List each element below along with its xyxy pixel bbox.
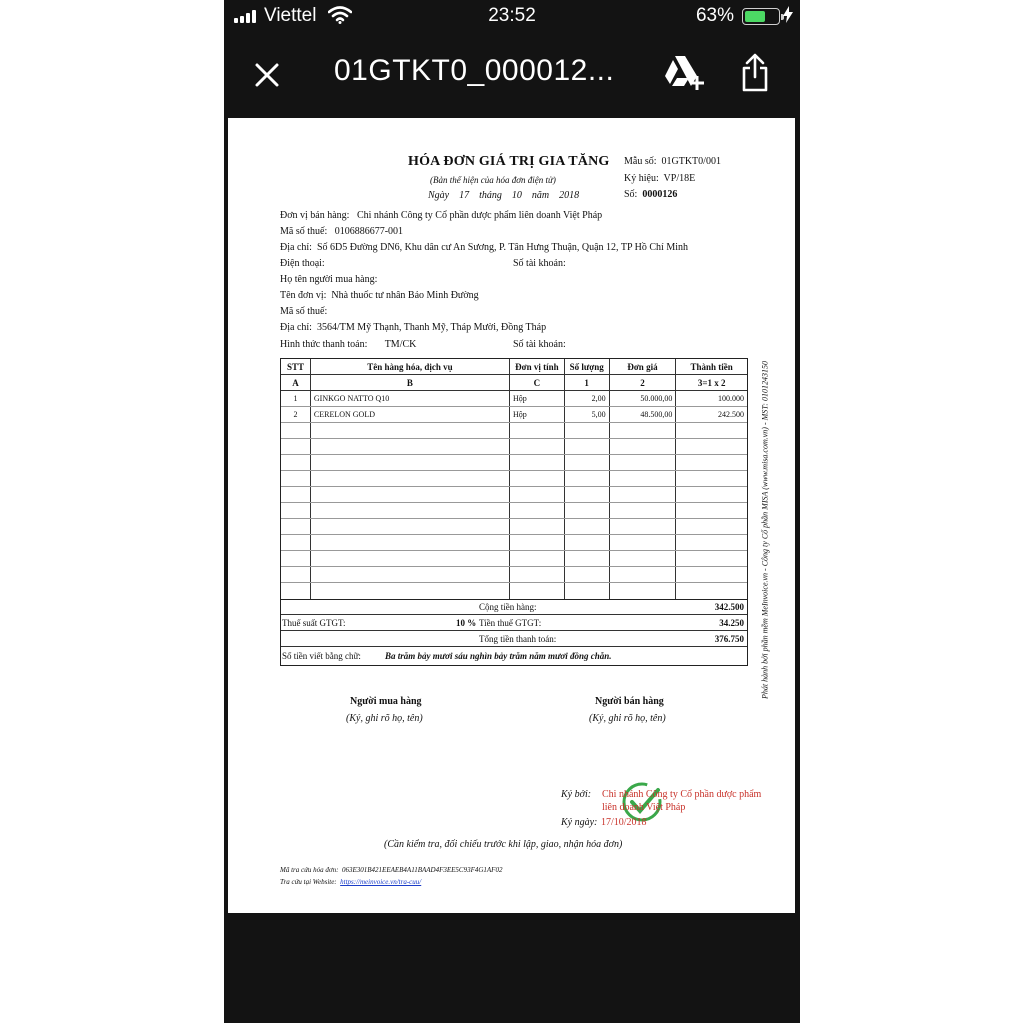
invoice-number	[624, 189, 677, 200]
table-empty-row	[281, 423, 747, 439]
lookup-code	[280, 866, 502, 874]
lookup-website-link[interactable]: https://meinvoice.vn/tra-cuu/	[340, 878, 422, 886]
buyer-tax-label: Mã số thuế:	[280, 306, 328, 317]
payment-method-label: Hình thức thanh toán:	[280, 339, 368, 350]
signed-by-label: Ký bởi:	[561, 789, 592, 800]
table-code-cell: 2	[610, 375, 677, 390]
form-number-value: 01GTKT0/001	[661, 156, 721, 167]
amount-in-words-label: Số tiền viết bằng chữ:	[282, 651, 361, 661]
table-cell	[510, 583, 565, 599]
table-cell	[510, 455, 565, 470]
table-cell	[281, 535, 311, 550]
buyer-account-label: Số tài khoản:	[513, 339, 566, 350]
table-cell	[676, 487, 747, 502]
table-empty-row	[281, 551, 747, 567]
table-cell	[610, 455, 677, 470]
table-cell	[610, 471, 677, 486]
table-header-cell: Thành tiền	[690, 361, 733, 372]
table-header-cell: Đơn vị tính	[510, 359, 565, 374]
date-day: 17	[459, 190, 470, 201]
table-cell	[676, 455, 747, 470]
table-cell	[565, 519, 610, 534]
table-cell	[281, 471, 311, 486]
table-cell	[565, 471, 610, 486]
invoice-subtitle: (Bản thể hiện của hóa đơn điện tử)	[430, 175, 556, 185]
table-cell	[565, 423, 610, 438]
table-cell	[281, 551, 311, 566]
table-cell: GINKGO NATTO Q10	[311, 391, 510, 406]
table-cell	[610, 551, 677, 566]
table-cell	[311, 487, 510, 502]
carrier-name: Viettel	[264, 5, 317, 26]
table-row	[281, 407, 747, 423]
table-cell	[311, 519, 510, 534]
table-empty-row	[281, 567, 747, 583]
buyer-unit-label: Tên đơn vị:	[280, 290, 327, 301]
table-cell	[510, 567, 565, 582]
table-empty-row	[281, 455, 747, 471]
date-year: 2018	[559, 190, 580, 201]
table-cell	[281, 503, 311, 518]
vat-rate-value: 10 %	[456, 617, 477, 628]
table-cell	[676, 551, 747, 566]
lookup-website	[280, 878, 421, 886]
table-cell	[281, 519, 311, 534]
table-cell	[311, 423, 510, 438]
close-icon[interactable]	[250, 58, 284, 92]
document-title: 01GTKT0_000012...	[334, 54, 615, 87]
document-nav-bar	[224, 34, 800, 114]
table-cell	[676, 519, 747, 534]
table-empty-row	[281, 439, 747, 455]
table-cell	[281, 439, 311, 454]
buyer-address-label: Địa chỉ:	[280, 322, 312, 333]
table-cell	[281, 423, 311, 438]
seller-signature-title: Người bán hàng	[595, 696, 664, 707]
table-cell: 48.500,00	[610, 407, 677, 422]
signed-date-value: 17/10/2018	[601, 817, 647, 828]
signed-by-line-2: liên doanh Việt Pháp	[602, 802, 686, 813]
table-cell	[676, 583, 747, 599]
lookup-code-value: 063E301B421EEAEB4A11BAAD4F3EE5C93F4G1AF02	[342, 866, 503, 874]
table-cell	[610, 487, 677, 502]
table-cell	[610, 535, 677, 550]
google-drive-add-icon[interactable]	[664, 54, 704, 92]
table-header-row	[281, 359, 747, 375]
table-cell	[565, 535, 610, 550]
table-cell	[510, 471, 565, 486]
table-cell	[311, 439, 510, 454]
vat-amount-label: Tiền thuế GTGT:	[479, 617, 542, 628]
table-cell	[565, 503, 610, 518]
table-cell	[311, 503, 510, 518]
table-cell	[676, 503, 747, 518]
serial-symbol	[624, 173, 695, 184]
invoice-page	[228, 118, 795, 913]
invoice-number-value: 0000126	[642, 189, 678, 200]
table-code-cell: 3=1 x 2	[697, 377, 726, 388]
signed-date-label: Ký ngày:	[561, 817, 598, 828]
buyer-unit	[280, 290, 479, 301]
charging-bolt-icon	[783, 6, 793, 23]
table-cell: 2,00	[565, 391, 610, 406]
table-code-cell: B	[311, 375, 510, 390]
lookup-website-label: Tra cứu tại Website:	[280, 878, 337, 886]
table-cell	[311, 471, 510, 486]
battery-percentage: 63%	[695, 5, 734, 26]
table-cell	[610, 423, 677, 438]
table-cell	[510, 423, 565, 438]
table-cell	[510, 487, 565, 502]
table-cell: 1	[281, 391, 311, 406]
date-year-label: năm	[531, 190, 550, 201]
table-header-cell: Đơn giá	[610, 359, 677, 374]
table-code-cell: A	[281, 375, 311, 390]
table-code-cell: 1	[565, 375, 610, 390]
table-empty-row	[281, 503, 747, 519]
table-cell: Hộp	[510, 391, 565, 406]
table-cell	[510, 535, 565, 550]
seller-account-label: Số tài khoản:	[513, 258, 566, 269]
seller-phone-label: Điện thoại:	[280, 258, 325, 269]
table-cell	[565, 551, 610, 566]
seller-address-value: Số 6D5 Đường DN6, Khu dân cư An Sương, P. Tân Hưng Thuận, Quận 12, TP Hồ Chí Minh	[316, 242, 688, 253]
subtotal-value: 342.500	[714, 602, 744, 612]
table-cell	[311, 583, 510, 599]
table-empty-row	[281, 583, 747, 599]
subtotal-label: Cộng tiền hàng:	[479, 602, 537, 612]
lookup-code-label: Mã tra cứu hóa đơn:	[280, 866, 339, 874]
software-issuer-text: Phát hành bởi phần mềm MeInvoice.vn - Công ty Cổ phần MISA (www.misa.com.vn) - MST: 0101243150	[760, 361, 770, 699]
table-cell	[510, 439, 565, 454]
status-bar	[224, 0, 800, 34]
table-cell	[311, 455, 510, 470]
seller-tax-code	[280, 226, 403, 237]
invoice-date	[428, 190, 579, 201]
seller-tax-label: Mã số thuế:	[280, 226, 328, 237]
date-month: 10	[511, 190, 522, 201]
table-empty-row	[281, 471, 747, 487]
total-label: Tổng tiền thanh toán:	[479, 633, 557, 644]
table-header-cell: STT	[281, 359, 311, 374]
buyer-address	[280, 322, 546, 333]
table-cell	[676, 439, 747, 454]
table-cell	[676, 471, 747, 486]
table-cell: CERELON GOLD	[311, 407, 510, 422]
seller-tax-value: 0106886677-001	[334, 226, 404, 237]
buyer-signature-hint: (Ký, ghi rõ họ, tên)	[346, 713, 423, 724]
vat-rate-label: Thuế suất GTGT:	[282, 617, 346, 628]
table-cell: 50.000,00	[610, 391, 677, 406]
table-cell	[281, 567, 311, 582]
payment-method	[280, 339, 416, 350]
invoice-title: HÓA ĐƠN GIÁ TRỊ GIA TĂNG	[408, 154, 610, 169]
seller-name	[280, 210, 602, 221]
table-body	[281, 391, 747, 599]
payment-method-value: TM/CK	[384, 339, 417, 350]
total-value: 376.750	[714, 633, 744, 644]
table-header-cell: Số lượng	[565, 359, 610, 374]
table-cell	[311, 551, 510, 566]
table-code-cell: C	[510, 375, 565, 390]
buyer-unit-value: Nhà thuốc tư nhân Bảo Minh Đường	[331, 290, 479, 301]
vat-row	[281, 615, 747, 631]
buyer-signature-title: Người mua hàng	[350, 696, 422, 707]
status-time: 23:52	[488, 5, 536, 26]
seller-signature-hint: (Ký, ghi rõ họ, tên)	[589, 713, 666, 724]
table-cell	[676, 567, 747, 582]
signed-by-line-1: Chi nhánh Công ty Cổ phần dược phẩm	[602, 789, 762, 800]
items-table	[280, 358, 748, 666]
invoice-number-label: Số:	[624, 189, 638, 200]
buyer-person-label: Họ tên người mua hàng:	[280, 274, 378, 285]
table-header-cell: Tên hàng hóa, dịch vụ	[311, 359, 510, 374]
seller-name-label: Đơn vị bán hàng:	[280, 210, 350, 221]
amount-in-words-row	[281, 647, 747, 665]
table-cell	[565, 439, 610, 454]
table-empty-row	[281, 487, 747, 503]
table-cell	[281, 455, 311, 470]
table-cell	[610, 439, 677, 454]
date-day-label: Ngày	[428, 190, 450, 201]
table-cell	[281, 487, 311, 502]
form-number-label: Mẫu số:	[624, 156, 657, 167]
seller-name-value: Chi nhánh Công ty Cổ phần dược phẩm liên doanh Việt Pháp	[356, 210, 603, 221]
table-cell	[311, 535, 510, 550]
phone-screen	[224, 0, 800, 1023]
verification-note: (Cần kiểm tra, đối chiếu trước khi lập, giao, nhận hóa đơn)	[384, 839, 623, 850]
total-row	[281, 631, 747, 647]
table-cell: 2	[281, 407, 311, 422]
table-cell	[610, 567, 677, 582]
table-cell	[565, 583, 610, 599]
buyer-address-value: 3564/TM Mỹ Thạnh, Thanh Mỹ, Tháp Mười, Đồng Tháp	[316, 322, 547, 333]
table-code-row	[281, 375, 747, 391]
serial-value: VP/18E	[663, 173, 696, 184]
table-cell	[610, 503, 677, 518]
vat-amount-value: 34.250	[719, 617, 744, 628]
table-cell	[610, 583, 677, 599]
table-cell: 242.500	[718, 410, 745, 419]
date-month-label: tháng	[479, 190, 502, 201]
table-cell: 100.000	[718, 394, 745, 403]
table-cell	[676, 423, 747, 438]
table-cell	[510, 503, 565, 518]
table-cell	[510, 551, 565, 566]
table-cell	[565, 487, 610, 502]
table-cell	[281, 583, 311, 599]
table-cell	[510, 519, 565, 534]
seller-address	[280, 242, 688, 253]
table-cell	[610, 519, 677, 534]
subtotal-row	[281, 599, 747, 615]
table-empty-row	[281, 535, 747, 551]
table-cell	[565, 567, 610, 582]
share-icon[interactable]	[740, 52, 770, 92]
table-empty-row	[281, 519, 747, 535]
table-row	[281, 391, 747, 407]
serial-label: Ký hiệu:	[624, 173, 659, 184]
table-cell	[311, 567, 510, 582]
seller-address-label: Địa chỉ:	[280, 242, 312, 253]
table-cell	[676, 535, 747, 550]
form-number	[624, 156, 721, 167]
table-cell: Hộp	[510, 407, 565, 422]
battery-icon	[742, 8, 780, 25]
table-cell: 5,00	[565, 407, 610, 422]
table-cell	[565, 455, 610, 470]
amount-in-words-value: Ba trăm bảy mươi sáu nghìn bảy trăm năm mươi đồng chẵn.	[385, 651, 612, 661]
